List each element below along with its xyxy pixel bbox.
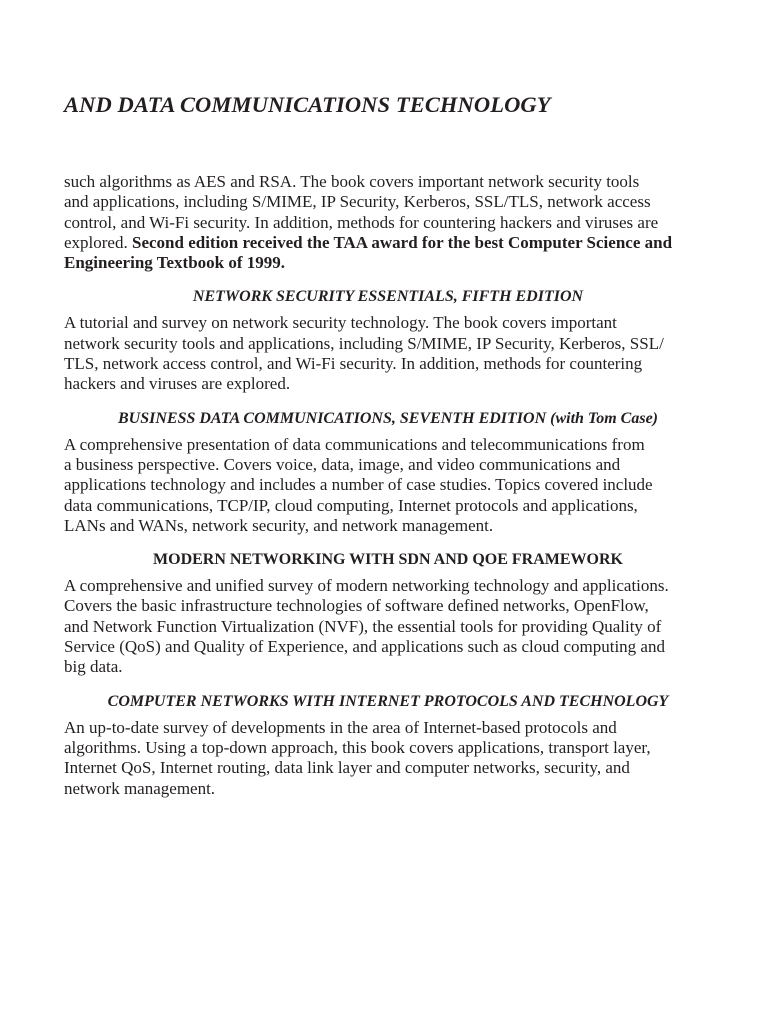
description-line: A comprehensive and unified survey of modern networking technology and applications. xyxy=(64,576,669,596)
description-line: hackers and viruses are explored. xyxy=(64,374,291,394)
description-line: Service (QoS) and Quality of Experience, and applications such as cloud computing and xyxy=(64,637,665,657)
intro-line: and applications, including S/MIME, IP Security, Kerberos, SSL/TLS, network access xyxy=(64,192,651,212)
running-head: AND DATA COMMUNICATIONS TECHNOLOGY xyxy=(64,92,551,117)
book-description xyxy=(64,718,712,799)
description-line: a business perspective. Covers voice, data, image, and video communications and xyxy=(64,454,621,474)
intro-line-mixed xyxy=(64,233,712,253)
intro-paragraph xyxy=(64,172,712,273)
book-description xyxy=(64,576,712,677)
award-text-continued: Engineering Textbook of 1999. xyxy=(64,253,286,273)
description-line: and Network Function Virtualization (NVF), the essential tools for providing Quality of xyxy=(64,616,662,636)
book-title-computer-networks: COMPUTER NETWORKS WITH INTERNET PROTOCOLS AND TECHNOLOGY xyxy=(107,692,669,710)
description-line: network security tools and applications, including S/MIME, IP Security, Kerberos, SSL/ xyxy=(64,333,664,353)
description-line: big data. xyxy=(64,657,123,677)
intro-line: such algorithms as AES and RSA. The book covers important network security tools xyxy=(64,172,640,191)
description-line: LANs and WANs, network security, and network management. xyxy=(64,515,494,535)
award-text: Second edition received the TAA award for the best Computer Science and xyxy=(131,232,673,252)
description-line: An up-to-date survey of developments in the area of Internet-based protocols and xyxy=(64,717,617,737)
description-line: A comprehensive presentation of data communications and telecommunications from xyxy=(64,434,645,454)
description-line: network management. xyxy=(64,778,216,798)
description-line: Internet QoS, Internet routing, data link layer and computer networks, security, and xyxy=(64,758,630,778)
description-line: Covers the basic infrastructure technologies of software defined networks, OpenFlow, xyxy=(64,596,649,616)
description-line: A tutorial and survey on network security technology. The book covers important xyxy=(64,313,617,333)
intro-line: control, and Wi-Fi security. In addition, methods for countering hackers and viruses are xyxy=(64,212,659,232)
book-title-business-data-communications: BUSINESS DATA COMMUNICATIONS, SEVENTH EDITION (with Tom Case) xyxy=(118,409,658,427)
book-description xyxy=(64,313,712,394)
book-description xyxy=(64,435,712,536)
book-title-network-security-essentials: NETWORK SECURITY ESSENTIALS, FIFTH EDITION xyxy=(192,288,584,306)
description-line: data communications, TCP/IP, cloud computing, Internet protocols and applications, xyxy=(64,495,638,515)
description-line: applications technology and includes a number of case studies. Topics covered include xyxy=(64,475,653,495)
content xyxy=(64,172,712,799)
description-line: TLS, network access control, and Wi-Fi security. In addition, methods for countering xyxy=(64,354,643,374)
description-line: algorithms. Using a top-down approach, this book covers applications, transport layer, xyxy=(64,737,651,757)
book-title-modern-networking: MODERN NETWORKING WITH SDN AND QOE FRAMEWORK xyxy=(153,551,623,569)
intro-plain-text: explored. xyxy=(64,232,132,252)
